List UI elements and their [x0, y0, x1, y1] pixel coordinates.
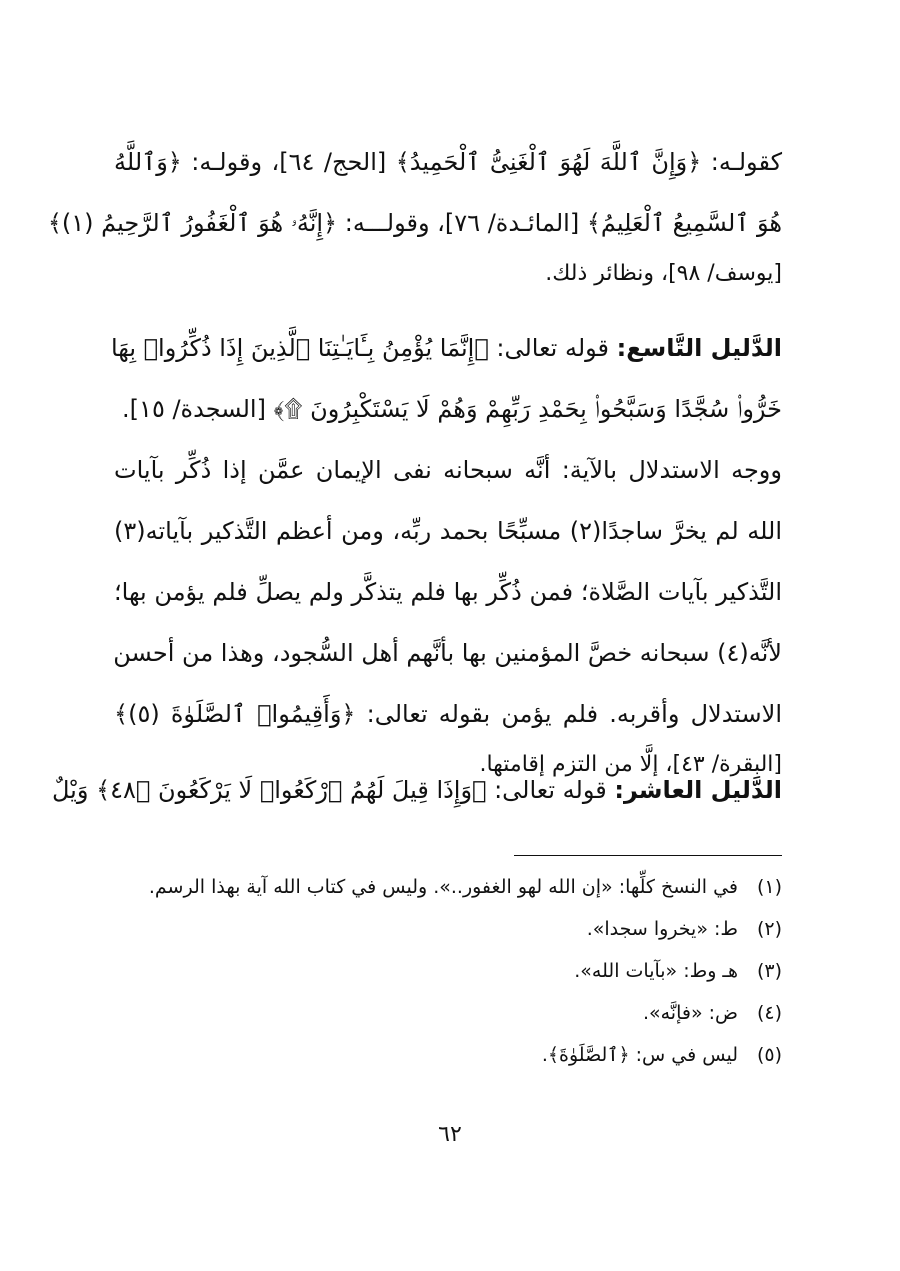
footnote-item	[114, 866, 782, 908]
footnotes	[114, 866, 782, 1076]
body-line-rest: قوله تعالى: ﴿إِنَّمَا يُؤْمِنُ بِـَٔايَـٰتِنَا ٱلَّذِينَ إِذَا ذُكِّرُوا۟ بِهَا	[110, 334, 610, 362]
footnote-item	[114, 1034, 782, 1076]
body-line: لأنَّه(٤) سبحانه خصَّ المؤمنين بها بأنَّهم أهل السُّجود، وهذا من أحسن	[113, 639, 782, 667]
footnote-number: (٥)	[756, 1044, 782, 1066]
section-heading-tenth: الدَّليل العاشر:	[614, 776, 782, 804]
footnote-number: (٣)	[756, 960, 782, 982]
body-line: ووجه الاستدلال بالآية: أنَّه سبحانه نفى الإيمان عمَّن إذا ذُكِّر بآيات	[114, 456, 782, 484]
footnote-item	[114, 908, 782, 950]
footnote-text: ط: «يخروا سجدا».	[586, 918, 738, 940]
paragraph-tenth-evidence	[52, 760, 782, 821]
footnote-separator	[514, 855, 782, 856]
footnote-text: هـ وط: «بآيات الله».	[574, 960, 738, 982]
body-line	[110, 318, 782, 379]
footnote-number: (٤)	[756, 1002, 782, 1024]
page-number: ٦٢	[438, 1122, 462, 1147]
footnote-text: ض: «فإنَّه».	[642, 1002, 738, 1024]
body-line: التَّذكير بآيات الصَّلاة؛ فمن ذُكِّر بها فلم يتذكَّر ولم يصلِّ فلم يؤمن بها؛	[114, 578, 782, 606]
paragraph-quran-examples	[47, 132, 783, 294]
footnote-number: (١)	[756, 876, 782, 898]
body-line: [يوسف/ ٩٨]، ونظائر ذلك.	[545, 261, 782, 286]
body-line: [البقرة/ ٤٣]، إلَّا من التزم إقامتها.	[479, 752, 782, 777]
paragraph-argument	[114, 440, 782, 785]
body-line: خَرُّوا۟ سُجَّدًا وَسَبَّحُوا۟ بِحَمْدِ رَبِّهِمْ وَهُمْ لَا يَسْتَكْبِرُونَ ۩﴾ [السجدة/ ١٥].	[122, 395, 782, 423]
body-line	[52, 760, 782, 821]
footnote-text: في النسخ كلِّها: «إن الله لهو الغفور..». وليس في كتاب الله آية بهذا الرسم.	[148, 876, 738, 898]
footnote-item	[114, 992, 782, 1034]
body-line: هُوَ ٱلسَّمِيعُ ٱلْعَلِيمُ﴾ [المائـدة/ ٧٦]، وقولـــه: ﴿إِنَّهُۥ هُوَ ٱلْغَفُورُ ٱلرَّحِيمُ (١)﴾	[47, 209, 782, 237]
footnote-text: ليس في س: ﴿ٱلصَّلَوٰةَ﴾.	[541, 1044, 738, 1066]
body-line-rest: قوله تعالى: ﴿وَإِذَا قِيلَ لَهُمُ ٱرْكَعُوا۟ لَا يَرْكَعُونَ ﴿٤٨﴾ وَيْلٌ	[52, 776, 607, 804]
body-line: الاستدلال وأقربه. فلم يؤمن بقوله تعالى: ﴿وَأَقِيمُوا۟ ٱلصَّلَوٰةَ (٥)﴾	[114, 700, 782, 728]
footnote-item	[114, 950, 782, 992]
paragraph-ninth-evidence	[110, 318, 782, 440]
body-line: كقولـه: ﴿وَإِنَّ ٱللَّهَ لَهُوَ ٱلْغَنِىُّ ٱلْحَمِيدُ﴾ [الحج/ ٦٤]، وقولـه: ﴿وَٱللَّهُ	[114, 148, 783, 176]
body-line: الله لم يخرَّ ساجدًا(٢) مسبِّحًا بحمد ربِّه، ومن أعظم التَّذكير بآياته(٣)	[114, 517, 783, 545]
section-heading-ninth: الدَّليل التَّاسع:	[616, 334, 782, 362]
footnote-number: (٢)	[756, 918, 782, 940]
